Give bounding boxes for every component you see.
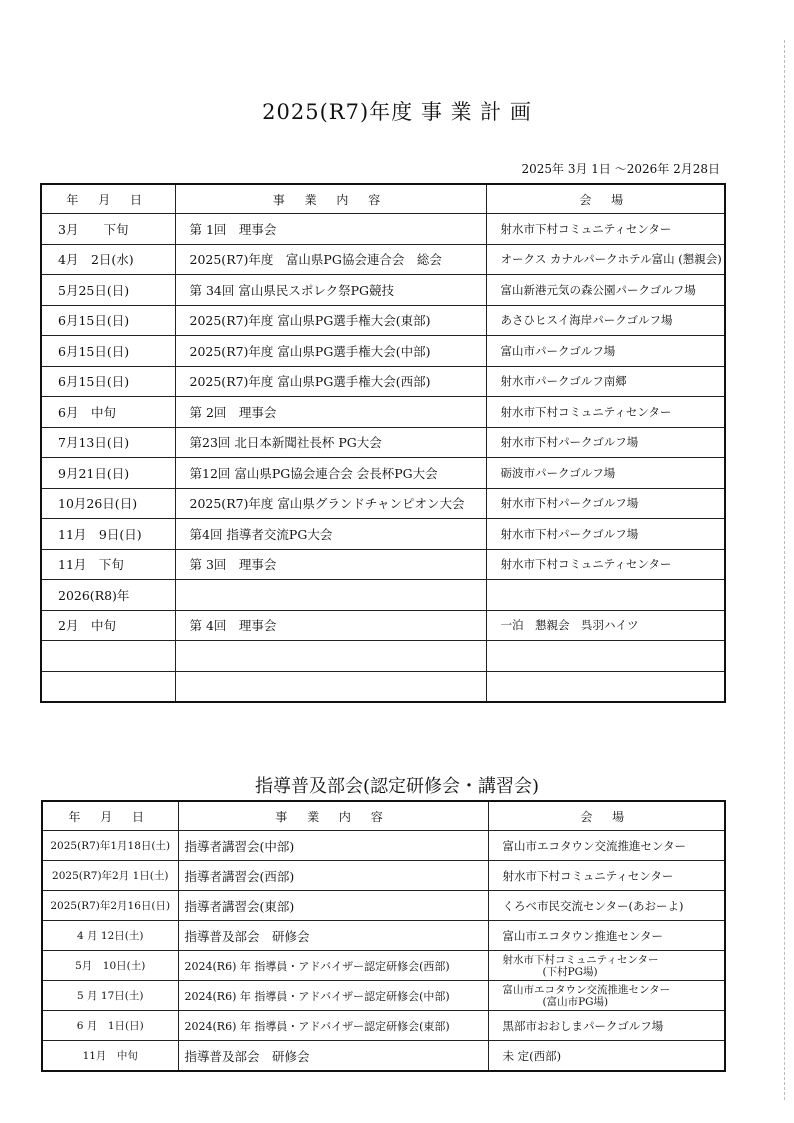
row-content: 第 3回 理事会	[175, 549, 486, 580]
plan-period: 2025年 3月 1日 ～2026年 2月28日	[521, 162, 720, 176]
row-content: 指導普及部会 研修会	[178, 1041, 488, 1072]
row-date: 10月26日(日)	[41, 488, 175, 519]
row-venue: オークス カナルパークホテル富山 (懇親会)	[486, 244, 725, 275]
row-content: 2024(R6) 年 指導員・アドバイザー認定研修会(東部)	[178, 1011, 488, 1041]
row-date: 6 月 1日(日)	[42, 1011, 178, 1041]
row-venue	[486, 580, 725, 611]
row-venue-line2: (富山市PG場)	[542, 995, 609, 1008]
row-content: 指導者講習会(中部)	[178, 831, 488, 861]
row-content: 第 4回 理事会	[175, 610, 486, 641]
row-date: 6月15日(日)	[41, 366, 175, 397]
header-venue: 会 場	[486, 184, 725, 214]
table-row	[41, 336, 725, 367]
row-date: 11月 9日(日)	[41, 519, 175, 550]
row-date: 6月15日(日)	[41, 305, 175, 336]
table-row	[41, 641, 725, 672]
row-content: 2024(R6) 年 指導員・アドバイザー認定研修会(西部)	[178, 951, 488, 981]
table-row	[41, 549, 725, 580]
row-content: 2025(R7)年度 富山県グランドチャンピオン大会	[175, 488, 486, 519]
row-date: 9月21日(日)	[41, 458, 175, 489]
row-venue: 射水市パークゴルフ南郷	[486, 366, 725, 397]
header-venue: 会 場	[488, 801, 725, 831]
row-venue: 射水市下村コミュニティセンター	[486, 214, 725, 245]
row-date: 5月25日(日)	[41, 275, 175, 306]
row-date: 5 月 17日(土)	[42, 981, 178, 1011]
row-date: 2025(R7)年1月18日(土)	[42, 831, 178, 861]
table-row	[42, 951, 725, 981]
table-row	[41, 580, 725, 611]
training-table	[41, 800, 726, 1072]
row-date: 4 月 12日(土)	[42, 921, 178, 951]
table-row	[41, 214, 725, 245]
table-row	[42, 921, 725, 951]
row-date: 6月15日(日)	[41, 336, 175, 367]
row-date: 5月 10日(土)	[42, 951, 178, 981]
row-content: 2024(R6) 年 指導員・アドバイザー認定研修会(中部)	[178, 981, 488, 1011]
table-row	[41, 244, 725, 275]
row-date: 2月 中旬	[41, 610, 175, 641]
table-row	[41, 427, 725, 458]
table-row	[41, 671, 725, 702]
page-edge-line	[784, 40, 786, 1100]
table-row	[42, 1041, 725, 1072]
row-content: 指導者講習会(東部)	[178, 891, 488, 921]
row-date	[41, 671, 175, 702]
row-content	[175, 580, 486, 611]
row-venue-line1: 富山市エコタウン交流推進センター	[502, 983, 671, 996]
row-venue-line2: (下村PG場)	[542, 965, 598, 978]
row-date: 2025(R7)年2月 1日(土)	[42, 861, 178, 891]
row-content: 第 34回 富山県民スポレク祭PG競技	[175, 275, 486, 306]
row-venue: 射水市下村コミュニティセンター	[486, 549, 725, 580]
table-row	[41, 610, 725, 641]
row-date	[41, 641, 175, 672]
row-date: 6月 中旬	[41, 397, 175, 428]
row-venue: 未 定(西部)	[488, 1041, 725, 1072]
row-content: 2025(R7)年度 富山県PG選手権大会(東部)	[175, 305, 486, 336]
header-content: 事 業 内 容	[178, 801, 488, 831]
table-row	[42, 981, 725, 1011]
row-content: 第23回 北日本新聞社長杯 PG大会	[175, 427, 486, 458]
header-date: 年 月 日	[42, 801, 178, 831]
row-venue: 砺波市パークゴルフ場	[486, 458, 725, 489]
row-content: 指導普及部会 研修会	[178, 921, 488, 951]
row-content: 2025(R7)年度 富山県PG選手権大会(西部)	[175, 366, 486, 397]
row-venue	[488, 981, 725, 1011]
row-venue: 富山市エコタウン推進センター	[488, 921, 725, 951]
row-venue: くろべ市民交流センター(あおーよ)	[488, 891, 725, 921]
row-content: 指導者講習会(西部)	[178, 861, 488, 891]
row-venue: 射水市下村パークゴルフ場	[486, 427, 725, 458]
row-content	[175, 641, 486, 672]
row-content: 2025(R7)年度 富山県PG協会連合会 総会	[175, 244, 486, 275]
row-venue: 富山市パークゴルフ場	[486, 336, 725, 367]
table-row	[41, 275, 725, 306]
row-venue: 射水市下村パークゴルフ場	[486, 519, 725, 550]
page-title: 2025(R7)年度 事 業 計 画	[262, 100, 532, 124]
table-row	[42, 891, 725, 921]
row-venue: 富山市エコタウン交流推進センター	[488, 831, 725, 861]
row-content: 第 1回 理事会	[175, 214, 486, 245]
table-row	[42, 1011, 725, 1041]
header-date: 年 月 日	[41, 184, 175, 214]
row-venue: 黒部市おおしまパークゴルフ場	[488, 1011, 725, 1041]
table-row	[42, 831, 725, 861]
row-content	[175, 671, 486, 702]
row-date: 2025(R7)年2月16日(日)	[42, 891, 178, 921]
row-venue-line1: 射水市下村コミュニティセンター	[502, 953, 659, 966]
table-row	[42, 861, 725, 891]
row-content: 2025(R7)年度 富山県PG選手権大会(中部)	[175, 336, 486, 367]
row-venue	[486, 641, 725, 672]
table-row	[41, 366, 725, 397]
plan-table-header	[41, 184, 725, 214]
plan-table	[40, 183, 726, 703]
row-content: 第12回 富山県PG協会連合会 会長杯PG大会	[175, 458, 486, 489]
row-content: 第 2回 理事会	[175, 397, 486, 428]
table-row	[41, 397, 725, 428]
table-row	[41, 305, 725, 336]
row-venue	[488, 951, 725, 981]
row-venue: 射水市下村コミュニティセンター	[488, 861, 725, 891]
row-date: 3月 下旬	[41, 214, 175, 245]
row-venue: 一泊 懇親会 呉羽ハイツ	[486, 610, 725, 641]
table-row	[41, 519, 725, 550]
row-date: 2026(R8)年	[41, 580, 175, 611]
table-row	[41, 488, 725, 519]
row-date: 11月 下旬	[41, 549, 175, 580]
row-date: 11月 中旬	[42, 1041, 178, 1072]
training-table-header	[42, 801, 725, 831]
row-content: 第4回 指導者交流PG大会	[175, 519, 486, 550]
row-venue: 富山新港元気の森公園パークゴルフ場	[486, 275, 725, 306]
row-date: 4月 2日(水)	[41, 244, 175, 275]
row-venue: 射水市下村パークゴルフ場	[486, 488, 725, 519]
training-section-title: 指導普及部会(認定研修会・講習会)	[254, 776, 540, 797]
header-content: 事 業 内 容	[175, 184, 486, 214]
row-date: 7月13日(日)	[41, 427, 175, 458]
table-row	[41, 458, 725, 489]
row-venue	[486, 671, 725, 702]
row-venue: あさひヒスイ海岸パークゴルフ場	[486, 305, 725, 336]
row-venue: 射水市下村コミュニティセンター	[486, 397, 725, 428]
